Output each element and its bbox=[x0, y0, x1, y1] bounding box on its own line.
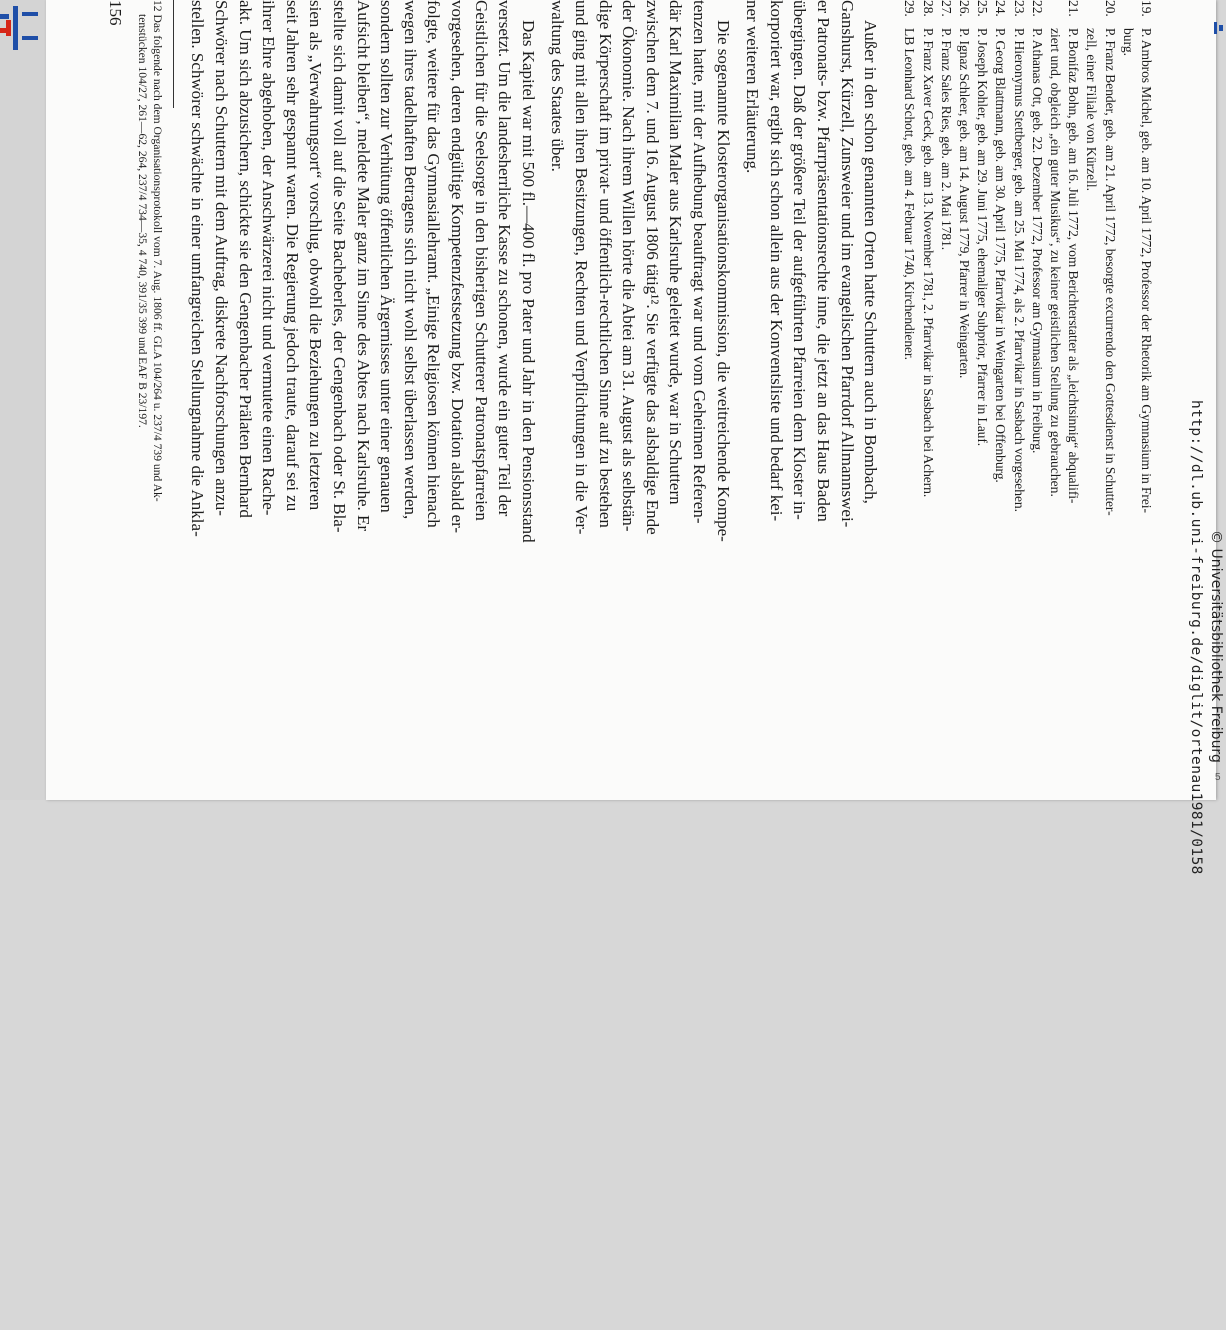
copyright-note: © Universitätsbibliothek Freiburg bbox=[1208, 530, 1224, 763]
list-entry-number: 29. bbox=[902, 0, 918, 17]
list-entry-text: P. Franz Bender, geb. am 21. April 1772, besorgte excurrendo den Gottesdienst in Schutter- bbox=[1102, 28, 1118, 516]
list-entry bbox=[919, 0, 937, 560]
paragraph-line: folgte, weitere für das Gymnasiallehramt. „Einige Religiosen können hienach bbox=[424, 0, 444, 528]
paragraph-line: zwischen dem 7. und 16. August 1806 tätig¹². Sie verfügte das alsbaldige Ende bbox=[642, 0, 662, 535]
list-entry-text: P. Georg Blattmann, geb. am 30. April 1775, Pfarrvikar in Weingarten bei Offenburg. bbox=[993, 28, 1009, 483]
footnote-line: tenstücken 104/27, 261—62, 264, 237/4 734—35, 4 740, 391/35 399 und EAF B 23/197. bbox=[136, 14, 150, 428]
paragraph-line: Das Kapitel war mit 500 fl.—400 fl. pro Pater und Jahr in den Pensionsstand bbox=[518, 20, 538, 543]
list-entry-number: 23. bbox=[1011, 0, 1027, 17]
paragraph-line: versetzt. Um die landesherrliche Kasse zu schonen, wurde ein guter Teil der bbox=[495, 0, 515, 517]
list-entry-continuation: burg. bbox=[1120, 28, 1136, 57]
paragraph-line: ihrer Ehre abgehoben, der Anschwärzerei nicht und vermutete einen Rache- bbox=[259, 0, 279, 516]
edge-marker: 5 bbox=[1215, 772, 1221, 783]
viewer-sidebar bbox=[0, 0, 47, 800]
paragraph-line: Ganshurst, Kürzell, Zunsweier und im evangelischen Pfarrdorf Allmannswei- bbox=[837, 0, 857, 528]
paragraph-line: wegen ihres tadelhaften Betragens sich nicht wohl selbst überlassen werden, bbox=[400, 0, 420, 520]
list-entry bbox=[1010, 0, 1028, 560]
paragraph-line: sondern sollten zur Verhütung öffentlichen Ärgernisses unter einer genauen bbox=[377, 0, 397, 513]
paragraph-line: seit Jahren sehr gespannt waren. Die Regierung jedoch traute, darauf sei zu bbox=[282, 0, 302, 512]
list-entry-text: P. Athanas Ott, geb. 22. Dezember 1772, Professor am Gymnasium in Freiburg. bbox=[1029, 28, 1045, 454]
paragraph-line: Die sogenannte Klosterorganisationskommission, die weitreichende Kompe- bbox=[713, 20, 733, 542]
paragraph-line: Schwörer nach Schuttern mit dem Auftrag, diskrete Nachforschungen anzu- bbox=[212, 0, 231, 516]
footnote-rule bbox=[173, 0, 174, 108]
source-url[interactable]: http://dl.ub.uni-freiburg.de/diglit/ortenau1981/0158 bbox=[1188, 400, 1204, 875]
list-entry-number: 28. bbox=[920, 0, 936, 17]
list-entry bbox=[1028, 0, 1046, 560]
paragraph-line: stellte sich damit voll auf die Seite Bacheberles, der Gengenbach oder St. Bla- bbox=[330, 0, 349, 533]
list-entry-number: 27. bbox=[938, 0, 954, 17]
list-entry-number: 19. bbox=[1139, 0, 1154, 17]
paragraph-line: stellen. Schwörer schwächte in einer umfangreichen Stellungnahme die Ankla- bbox=[188, 0, 208, 537]
list-entry-number: 26. bbox=[957, 0, 972, 17]
paragraph-line: Aufsicht bleiben“, meldete Maler ganz im Sinne des Abtes nach Karlsruhe. Er bbox=[353, 0, 373, 532]
list-entry-text: P. Joseph Kohler, geb. am 29. Juni 1775, ehemaliger Subprior, Pfarrer in Lauf. bbox=[975, 28, 991, 447]
list-entry-text: P. Ambros Michel, geb. am 10. April 1772, Professor der Rhetorik am Gymnasium in Frei- bbox=[1139, 28, 1154, 513]
paragraph-line: akt. Um sich abzusichern, schickte sie den Gengenbacher Prälaten Bernhard bbox=[235, 0, 255, 518]
list-entry-text: P. Franz Sales Ries, geb. am 2. Mai 1781. bbox=[938, 28, 954, 251]
list-entry-number: 22. bbox=[1029, 0, 1045, 17]
paragraph-line: där Karl Maximilian Maler aus Karlsruhe geleitet wurde, war in Schuttern bbox=[666, 0, 686, 505]
paragraph-line: korporiert war, ergibt sich schon allein aus der Konventsliste und bedarf kei- bbox=[766, 0, 786, 522]
list-entry-continuation: ziert und, obgleich „ein guter Musikus“, zu keiner geistlichen Stellung zu gebrauchen. bbox=[1048, 28, 1063, 497]
paragraph-line: übergingen. Daß der größere Teil der aufgeführten Pfarreien dem Kloster in- bbox=[790, 0, 810, 520]
list-entry bbox=[973, 0, 991, 560]
list-entry bbox=[955, 0, 973, 560]
bookmark-marker-icon bbox=[1214, 22, 1224, 34]
list-entry bbox=[1137, 0, 1155, 560]
list-entry-text: P. Hieronymus Stettberger, geb. am 25. Mai 1774, als 2. Pfarrvikar in Sasbach vorgesehen. bbox=[1011, 28, 1027, 512]
list-entry bbox=[1064, 0, 1082, 560]
paragraph-line: Außer in den schon genannten Orten hatte Schuttern auch in Bombach, bbox=[861, 20, 881, 504]
paragraph-line: und ging mit allen ihren Besitzungen, Rechten und Verpflichtungen in die Ver- bbox=[572, 0, 591, 535]
page-number: 156 bbox=[105, 0, 125, 26]
page-content bbox=[46, 0, 1161, 800]
list-entry-text: LB Leonhard Schott, geb. am 4. Februar 1740, Kirchendiener. bbox=[902, 28, 918, 360]
paragraph-line: ner weiteren Erläuterung. bbox=[743, 0, 763, 174]
list-entry bbox=[937, 0, 955, 560]
list-entry-continuation: zell, einer Filiale von Kürzell. bbox=[1084, 28, 1100, 192]
list-entry-number: 25. bbox=[975, 0, 991, 17]
paragraph-line: vorgesehen, deren endgültige Kompetenzfestsetzung bzw. Dotation alsbald er- bbox=[448, 0, 467, 534]
paragraph-line: sien als „Verwahrungsort“ vorschlug, obwohl die Beziehungen zu letzteren bbox=[306, 0, 326, 511]
list-entry bbox=[900, 0, 918, 560]
paragraph-line: dige Körperschaft im privat- und öffentlich-rechtlichen Sinne auf zu bestehen bbox=[595, 0, 615, 528]
paragraph-line: er Patronats- bzw. Pfarrpräsentationsrechte inne, die jetzt an das Haus Baden bbox=[814, 0, 833, 522]
paragraph-line: der Ökonomie. Nach ihrem Willen hörte die Abtei am 31. August als selbstän- bbox=[619, 0, 639, 532]
list-entry-number: 21. bbox=[1066, 0, 1082, 17]
library-logo-icon bbox=[0, 6, 40, 50]
list-entry-number: 20. bbox=[1102, 0, 1118, 17]
paragraph-line: Geistlichen für die Seelsorge in den bisherigen Schutterer Patronatspfarreien bbox=[471, 0, 491, 521]
list-entry-number: 24. bbox=[993, 0, 1009, 17]
footnote-line: 12 Das folgende nach dem Organisationsprotokoll vom 7. Aug. 1806 ff. GLA 104/264 u. 237/4 739 und Ak- bbox=[150, 0, 164, 502]
paragraph-line: tenzen hatte, mit der Aufhebung beauftragt war und vom Geheimen Referen- bbox=[690, 0, 709, 524]
list-entry-text: P. Ignaz Schleer, geb. am 14. August 1779, Pfarrer in Weingarten. bbox=[957, 28, 972, 379]
list-entry-text: P. Franz Xaver Geck, geb. am 13. November 1781, 2. Pfarrvikar in Sasbach bei Achern. bbox=[920, 28, 936, 498]
scanned-page bbox=[46, 0, 1216, 800]
list-entry-text: P. Bonifaz Bohn, geb. am 16. Juli 1772, vom Berichterstatter als „leichtsinnig“ abqualifi- bbox=[1066, 28, 1082, 504]
list-entry bbox=[991, 0, 1009, 560]
paragraph-line: waltung des Staates über. bbox=[548, 0, 568, 172]
list-entry bbox=[1101, 0, 1119, 560]
